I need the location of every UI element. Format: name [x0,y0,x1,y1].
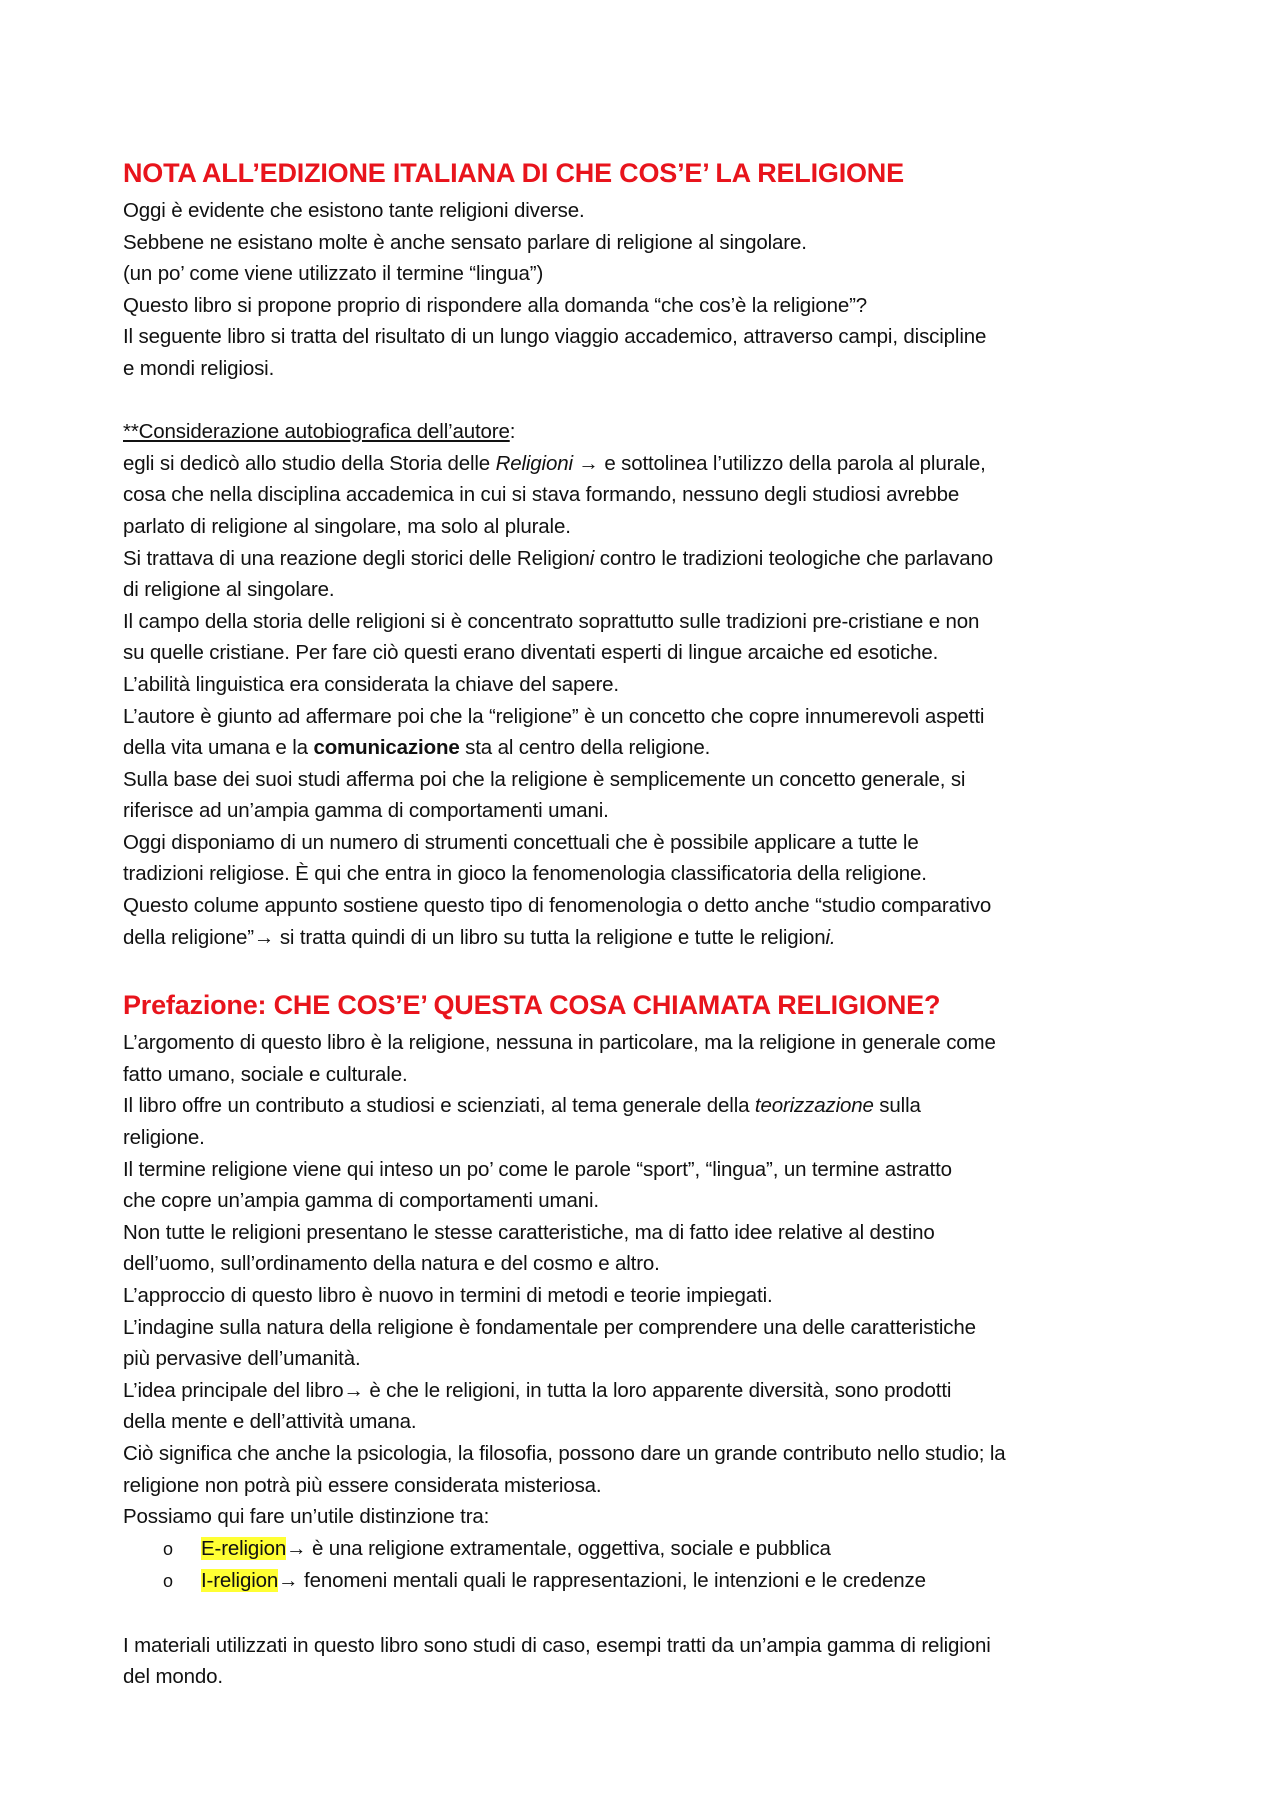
bullet-list [123,1533,1170,1598]
spacer [123,1598,1170,1630]
text-line: di religione al singolare. [123,578,335,602]
text-line: tradizioni religiose. È qui che entra in gioco la fenomenologia classificatoria della religione. [123,862,927,886]
text-line: Il seguente libro si tratta del risultato di un lungo viaggio accademico, attraverso campi, discipline [123,325,987,349]
text-line: Ciò significa che anche la psicologia, la filosofia, possono dare un grande contributo nello studio; la [123,1441,1006,1465]
text-line: che copre un’ampia gamma di comportamenti umani. [123,1189,599,1213]
italic-text: i [589,546,595,570]
text-line: L’autore è giunto ad affermare poi che la “religione” è un concetto che copre innumerevoli aspetti [123,704,985,728]
text-line: fatto umano, sociale e culturale. [123,1062,408,1086]
text-line: religione. [123,1126,205,1150]
text-line: L’approccio di questo libro è nuovo in termini di metodi e teorie impiegati. [123,1284,773,1307]
italic-text: i. [825,925,836,949]
note-heading-line [123,416,1170,448]
text-line: Oggi disponiamo di un numero di strumenti concettuali che è possibile applicare a tutte le [123,830,919,854]
highlighted-term: I-religion [201,1569,279,1593]
text-line: Possiamo qui fare un’utile distinzione tra: [123,1505,490,1529]
list-item-text: → fenomeni mentali quali le rappresentazioni, le intenzioni e le credenze [278,1569,926,1593]
text-line: più pervasive dell’umanità. [123,1347,361,1371]
italic-text: Religioni [495,451,573,475]
spacer [123,385,1170,417]
text-line: del mondo. [123,1665,223,1689]
hollow-bullet-icon: o [163,1571,173,1592]
text-line: (un po’ come viene utilizzato il termine “lingua”) [123,262,544,286]
text-line: L’abilità linguistica era considerata la chiave del sapere. [123,672,619,696]
text-line: religione non potrà più essere considerata misteriosa. [123,1473,602,1497]
section-title-prefazione: Prefazione: CHE COS’E’ QUESTA COSA CHIAMATA RELIGIONE? [123,990,941,1021]
note-colon: : [509,420,516,444]
text-line: e mondi religiosi. [123,356,275,380]
highlighted-term: E-religion [201,1536,287,1560]
text-line: Sebbene ne esistano molte è anche sensato parlare di religione al singolare. [123,230,807,254]
list-item-text: → è una religione extramentale, oggettiva, sociale e pubblica [286,1536,831,1560]
text-line: L’idea principale del libro→ è che le religioni, in tutta la loro apparente diversità, sono prodotti [123,1378,952,1402]
text-line: Oggi è evidente che esistono tante religioni diverse. [123,199,585,222]
text-line: Il termine religione viene qui inteso un po’ come le parole “sport”, “lingua”, un termine astratto [123,1157,952,1181]
italic-text: teorizzazione [754,1094,874,1118]
text-line: Questo colume appunto sostiene questo tipo di fenomenologia o detto anche “studio comparativo [123,894,992,918]
text-line: della vita umana e la comunicazione sta al centro della religione. [123,736,711,760]
bold-text: comunicazione [313,736,460,760]
text-line: riferisce ad un’ampia gamma di comportamenti umani. [123,799,609,823]
text-line: Questo libro si propone proprio di rispondere alla domanda “che cos’è la religione”? [123,293,868,317]
note-heading: **Considerazione autobiografica dell’autore [123,420,510,444]
text-line: I materiali utilizzati in questo libro sono studi di caso, esempi tratti da un’ampia gamma di religioni [123,1633,991,1657]
text-line: parlato di religione al singolare, ma solo al plurale. [123,514,571,538]
text-line: Non tutte le religioni presentano le stesse caratteristiche, ma di fatto idee relative al destino [123,1220,935,1244]
text-line: Si trattava di una reazione degli storici delle Religioni contro le tradizioni teologiche che parlavano [123,546,993,570]
hollow-bullet-icon: o [163,1538,173,1559]
text-line: cosa che nella disciplina accademica in cui si stava formando, nessuno degli studiosi avrebbe [123,483,960,507]
italic-text: e [276,514,288,538]
section-title-nota: NOTA ALL’EDIZIONE ITALIANA DI CHE COS’E’ LA RELIGIONE [123,158,904,188]
text-line: della mente e dell’attività umana. [123,1410,417,1434]
list-item [163,1533,1170,1566]
text-line: della religione”→ si tratta quindi di un libro su tutta la religione e tutte le religioni. [123,925,836,949]
text-line: L’argomento di questo libro è la religione, nessuna in particolare, ma la religione in generale come [123,1031,996,1055]
text-line: L’indagine sulla natura della religione è fondamentale per comprendere una delle caratteristiche [123,1315,976,1339]
text-line: Il libro offre un contributo a studiosi e scienziati, al tema generale della teorizzazione sulla [123,1094,921,1118]
list-item [163,1565,1170,1598]
text-line: Sulla base dei suoi studi afferma poi che la religione è semplicemente un concetto generale, si [123,767,966,791]
italic-text: e [661,925,673,949]
text-line: su quelle cristiane. Per fare ciò questi erano diventati esperti di lingue arcaiche ed esotiche. [123,641,939,665]
text-line: egli si dedicò allo studio della Storia delle Religioni → e sottolinea l’utilizzo della parola al plurale, [123,451,986,475]
text-line: dell’uomo, sull’ordinamento della natura e del cosmo e altro. [123,1252,660,1276]
text-line: Il campo della storia delle religioni si è concentrato soprattutto sulle tradizioni pre-cristiane e non [123,609,980,633]
